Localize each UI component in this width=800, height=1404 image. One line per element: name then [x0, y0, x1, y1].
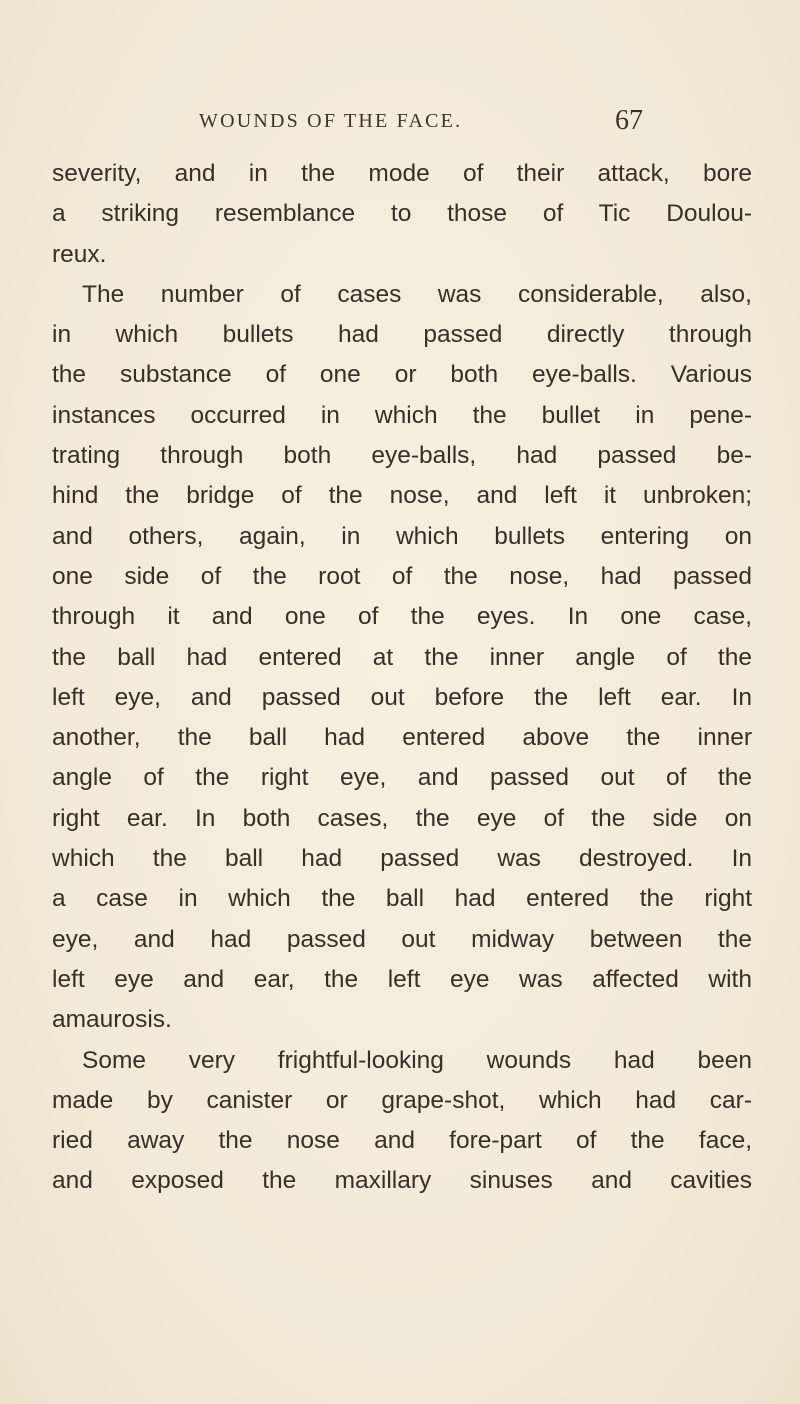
- text-line: left eye and ear, the left eye was affected with: [52, 965, 752, 993]
- text-line: severity, and in the mode of their attack, bore: [52, 160, 752, 187]
- text-line: the ball had entered at the inner angle of the: [52, 643, 752, 671]
- running-title: WOUNDS OF THE FACE.: [199, 110, 463, 132]
- text-line: the substance of one or both eye-balls. Various: [52, 361, 752, 389]
- text-line: and exposed the maxillary sinuses and cavities: [52, 1167, 752, 1195]
- page-number: 67: [615, 105, 643, 136]
- body-text: [52, 154, 752, 1202]
- text-line: and others, again, in which bullets entering on: [52, 522, 752, 550]
- text-line: a striking resemblance to those of Tic Doulou-: [52, 200, 752, 228]
- text-line: reux.: [52, 240, 107, 268]
- text-line: eye, and had passed out midway between the: [52, 925, 752, 953]
- page-header: [199, 105, 659, 138]
- text-line: angle of the right eye, and passed out of the: [52, 764, 752, 792]
- text-line: trating through both eye-balls, had passed be-: [52, 442, 752, 470]
- text-line: right ear. In both cases, the eye of the side on: [52, 804, 752, 832]
- text-line: in which bullets had passed directly through: [52, 321, 752, 349]
- text-line: The number of cases was considerable, also,: [82, 280, 752, 308]
- text-line: left eye, and passed out before the left ear. In: [52, 683, 752, 711]
- text-line: ried away the nose and fore-part of the face,: [52, 1127, 752, 1155]
- text-line: one side of the root of the nose, had passed: [52, 562, 752, 590]
- text-line: amaurosis.: [52, 1006, 172, 1034]
- text-line: made by canister or grape-shot, which had car-: [52, 1086, 752, 1114]
- text-line: hind the bridge of the nose, and left it unbroken;: [52, 482, 752, 510]
- text-line: through it and one of the eyes. In one case,: [52, 603, 752, 631]
- text-line: instances occurred in which the bullet in pene-: [52, 401, 752, 429]
- text-line: a case in which the ball had entered the right: [52, 885, 752, 913]
- text-line: another, the ball had entered above the inner: [52, 724, 752, 752]
- text-line: Some very frightful-looking wounds had been: [82, 1046, 752, 1074]
- text-line: which the ball had passed was destroyed. In: [52, 845, 752, 873]
